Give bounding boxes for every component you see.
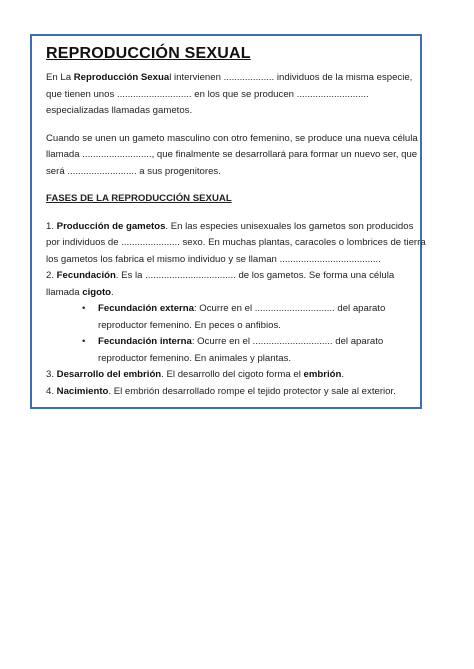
section-title: FASES DE LA REPRODUCCIÓN SEXUAL <box>46 193 232 204</box>
phase-number: 1. <box>46 220 57 232</box>
phase-4 <box>46 384 426 401</box>
phase-label: Nacimiento <box>56 385 109 397</box>
worksheet-content <box>46 44 426 400</box>
list-item <box>82 301 426 334</box>
phase-text: . Es la .................................. de los gametos. Se forma una célula llamada <box>46 270 395 298</box>
phase-period: . <box>341 369 345 380</box>
phase-period: . <box>111 286 114 298</box>
phase-2 <box>46 268 426 301</box>
fertilization-types-list <box>46 301 426 367</box>
phase-keyword: cigoto <box>82 286 112 298</box>
phase-text: . El embrión desarrollado rompe el tejido protector y sale al exterior. <box>108 385 396 397</box>
page-title: REPRODUCCIÓN SEXUAL <box>46 45 251 62</box>
intro-keyword: Reproducción Sexua <box>73 72 170 83</box>
bullet-icon: • <box>82 303 86 314</box>
intro-paragraph-1 <box>46 70 426 120</box>
phase-3 <box>46 367 426 384</box>
phase-keyword: embrión <box>303 369 342 380</box>
intro-text-cont: l intervienen ................... individuos de la misma especie, que tienen unos ............................ en los que se producen ........................... especializadas llamadas gametos. <box>46 72 413 116</box>
bullet-icon: • <box>82 336 86 347</box>
phase-number: 2. <box>46 270 57 281</box>
bullet-label: Fecundación externa <box>98 303 194 314</box>
phase-text: . En las especies unisexuales los gametos son producidos por individuos de ...................... sexo. En muchas plantas, caracoles o lombrices de tierra los gametos los fabrica el mismo individuo y se llaman ...................................... <box>46 220 426 265</box>
intro-paragraph-2: Cuando se unen un gameto masculino con otro femenino, se produce una nueva célula llamada .........................., que finalmente se desarrollará para formar un nuevo ser, que será .......................... a sus progenitores. <box>46 132 418 177</box>
phase-number: 4. <box>46 385 57 397</box>
bullet-text: : Ocurre en el .............................. del aparato reproductor femenino. En animales y plantas. <box>98 336 384 364</box>
phase-label: Fecundación <box>56 270 116 281</box>
phase-label: Producción de gametos <box>56 220 166 232</box>
phase-number: 3. <box>46 369 57 380</box>
bullet-label: Fecundación interna <box>98 336 192 347</box>
phase-1 <box>46 219 426 269</box>
phase-label: Desarrollo del embrión <box>56 369 162 380</box>
intro-text: En La <box>46 72 74 83</box>
bullet-text: : Ocurre en el .............................. del aparato reproductor femenino. En peces o anfibios. <box>98 303 386 331</box>
phase-text: . El desarrollo del cigoto forma el <box>161 369 304 380</box>
list-item <box>82 334 426 367</box>
